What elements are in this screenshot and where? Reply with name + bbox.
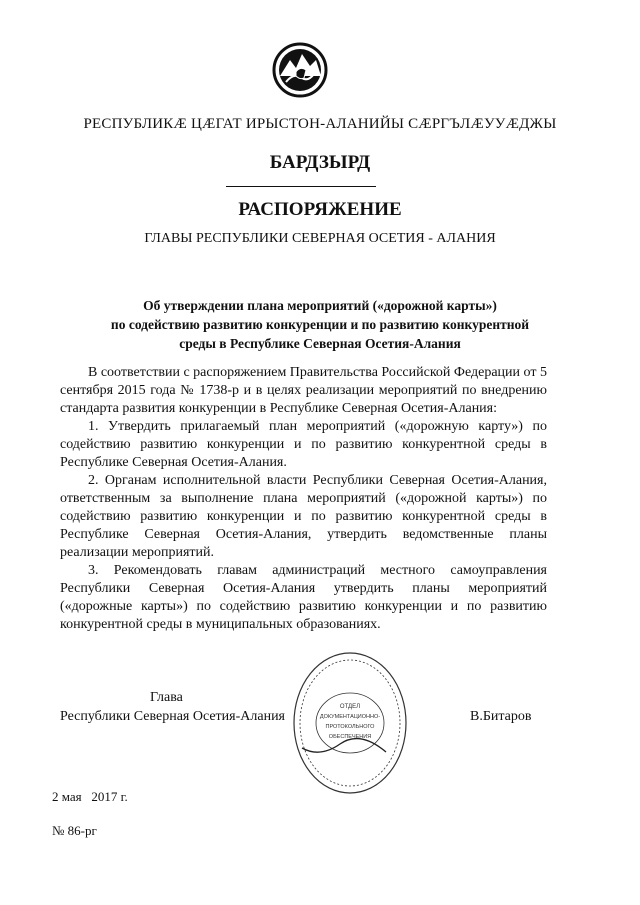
signer-name: В.Битаров bbox=[470, 709, 532, 724]
stamp-text: ДОКУМЕНТАЦИОННО- bbox=[319, 714, 381, 720]
body-paragraph: 1. Утвердить прилагаемый план мероприятий («дорожную карту») по содействию развитию конкуренции и по развитию конкурентной среды в Республике Северная Осетия-Алания. bbox=[60, 419, 547, 470]
official-stamp-icon bbox=[290, 648, 410, 798]
republic-name-ossetian: РЕСПУБЛИКӔ ЦӔГАТ ИРЫСТОН-АЛАНИЙЫ СӔРГЪЛӔУУӔДЖЫ bbox=[83, 116, 557, 132]
document-type: РАСПОРЯЖЕНИЕ bbox=[238, 199, 402, 220]
body-paragraph: 2. Органам исполнительной власти Республики Северная Осетия-Алания, ответственным за выполнение плана мероприятий («дорожной карты») по содействию развитию конкуренции и по развитию конкурентной среды в Республике Северная Осетия-Алания, утвердить ведомственные планы реализации мероприятий. bbox=[60, 473, 547, 560]
document-number: № 86-рг bbox=[52, 823, 97, 838]
document-date bbox=[52, 789, 128, 805]
date-year: 2017 г. bbox=[91, 789, 128, 804]
document-type-ossetian: БАРДЗЫРД bbox=[269, 152, 371, 173]
document-title bbox=[60, 296, 580, 353]
body-paragraph: В соответствии с распоряжением Правительства Российской Федерации от 5 сентября 2015 года № 1738-р и в целях реализации мероприятий по внедрению стандарта развития конкуренции в Республике Северная Осетия-Алания: bbox=[60, 365, 547, 416]
title-line: Об утверждении плана мероприятий («дорожной карты») bbox=[143, 298, 497, 313]
body-paragraph: 3. Рекомендовать главам администраций местного самоуправления Республики Северная Осетия-Алания утвердить планы мероприятий («дорожные карты») по содействию развитию конкуренции и по развитию конкурентной среды в муниципальных образованиях. bbox=[60, 563, 547, 632]
stamp-text: ОБЕСПЕЧЕНИЯ bbox=[328, 734, 372, 740]
issuer-line: ГЛАВЫ РЕСПУБЛИКИ СЕВЕРНАЯ ОСЕТИЯ - АЛАНИЯ bbox=[144, 231, 496, 246]
stamp-text: ОТДЕЛ bbox=[339, 704, 361, 710]
signatory-title-org: Республики Северная Осетия-Алания bbox=[60, 709, 285, 724]
header-divider bbox=[226, 186, 376, 187]
republic-emblem-icon bbox=[272, 42, 328, 98]
document-body bbox=[60, 364, 547, 634]
stamp-text: ПРОТОКОЛЬНОГО bbox=[325, 724, 375, 730]
title-line: среды в Республике Северная Осетия-Алания bbox=[179, 336, 461, 351]
date-day: 2 мая bbox=[52, 789, 82, 804]
title-line: по содействию развитию конкуренции и по развитию конкурентной bbox=[110, 317, 530, 332]
signatory-title: Глава bbox=[150, 690, 183, 705]
